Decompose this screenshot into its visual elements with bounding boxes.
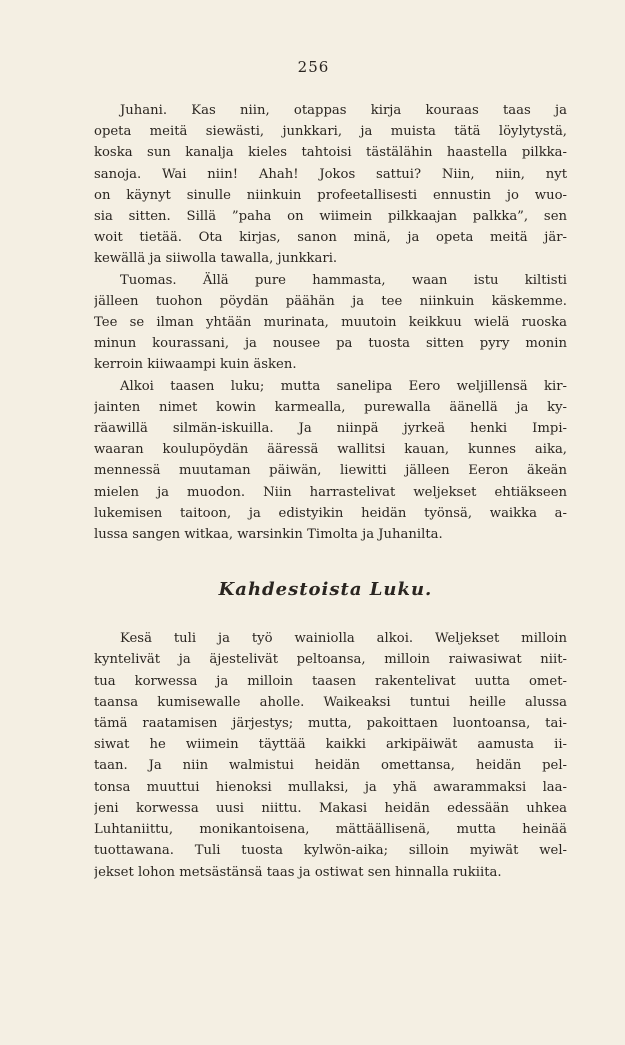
text-line: Juhani. Kas niin, otappas kirja kouraas taas ja: [120, 103, 567, 118]
text-line: tonsa muuttui hienoksi mullaksi, ja yhä awarammaksi laa-: [94, 779, 567, 795]
text-line: jälleen tuohon pöydän päähän ja tee niinkuin käskemme.: [94, 293, 567, 309]
text-line: woit tietää. Ota kirjas, sanon minä, ja opeta meitä jär-: [94, 230, 567, 246]
text-line: jainten nimet kowin karmealla, purewalla äänellä ja ky-: [94, 399, 567, 415]
text-line: mennessä muutaman päiwän, liewitti jälleen Eeron äkeän: [94, 463, 567, 479]
text-line: kyntelivät ja äjestelivät peltoansa, milloin raiwasiwat niit-: [94, 652, 567, 668]
chapter-heading: Kahdestoista Luku.: [218, 579, 433, 601]
text-line: räawillä silmän-iskuilla. Ja niinpä jyrkeä henki Impi-: [94, 421, 567, 437]
text-line: koska sun kanalja kieles tahtoisi tästälähin haastella pilkka-: [94, 145, 567, 161]
text-line: Kesä tuli ja työ wainiolla alkoi. Weljekset milloin: [120, 631, 567, 647]
paragraph-4: [94, 628, 567, 882]
text-line: lussa sangen witkaa, warsinkin Timolta ja Juhanilta.: [94, 527, 443, 543]
text-line: jekset lohon metsästänsä taas ja ostiwat sen hinnalla rukiita.: [94, 864, 502, 880]
text-line: mielen ja muodon. Niin harrastelivat weljekset ehtiäkseen: [94, 484, 567, 500]
text-line: minun kourassani, ja nousee pa tuosta sitten pyry monin: [94, 336, 567, 352]
text-line: tämä raatamisen järjestys; mutta, pakoittaen luontoansa, tai-: [94, 716, 567, 732]
text-line: kerroin kiiwaampi kuin äsken.: [94, 357, 297, 373]
text-line: Tee se ilman yhtään murinata, muutoin keikkuu wielä ruoska: [94, 315, 567, 331]
text-line: taansa kumisewalle aholle. Waikeaksi tuntui heille alussa: [94, 694, 567, 710]
text-line: tuottawana. Tuli tuosta kylwön-aika; silloin myiwät wel-: [94, 843, 567, 859]
text-line: taan. Ja niin walmistui heidän omettansa, heidän pel-: [94, 758, 567, 774]
paragraph-1: [94, 100, 567, 270]
text-line: Luhtaniittu, monikantoisena, mättäällisenä, mutta heinää: [94, 822, 567, 838]
text-line: on käynyt sinulle niinkuin profeetallisesti ennustin jo wuo-: [94, 187, 567, 203]
text-line: Alkoi taasen luku; mutta sanelipa Eero weljillensä kir-: [120, 378, 567, 394]
text-line: lukemisen taitoon, ja edistyikin heidän työnsä, waikka a-: [94, 505, 567, 521]
paragraph-2: [94, 270, 567, 376]
text-line: sia sitten. Sillä ”paha on wiimein pilkkaajan palkka”, sen: [94, 209, 567, 225]
text-line: Tuomas. Ällä pure hammasta, waan istu kiltisti: [120, 272, 567, 288]
text-line: kewällä ja siiwolla tawalla, junkkari.: [94, 251, 338, 267]
text-line: tua korwessa ja milloin taasen rakentelivat uutta omet-: [94, 673, 567, 689]
page-number: 256: [297, 58, 330, 76]
text-line: waaran koulupöydän ääressä wallitsi kauan, kunnes aika,: [94, 442, 567, 458]
paragraph-3: [94, 376, 567, 546]
text-line: siwat he wiimein täyttää kaikki arkipäiwät aamusta ii-: [94, 737, 567, 753]
text-line: opeta meitä siewästi, junkkari, ja muista tätä löylytystä,: [94, 124, 567, 140]
text-line: jeni korwessa uusi niittu. Makasi heidän edessään uhkea: [94, 800, 567, 816]
text-line: sanoja. Wai niin! Ahah! Jokos sattui? Niin, niin, nyt: [94, 166, 567, 182]
